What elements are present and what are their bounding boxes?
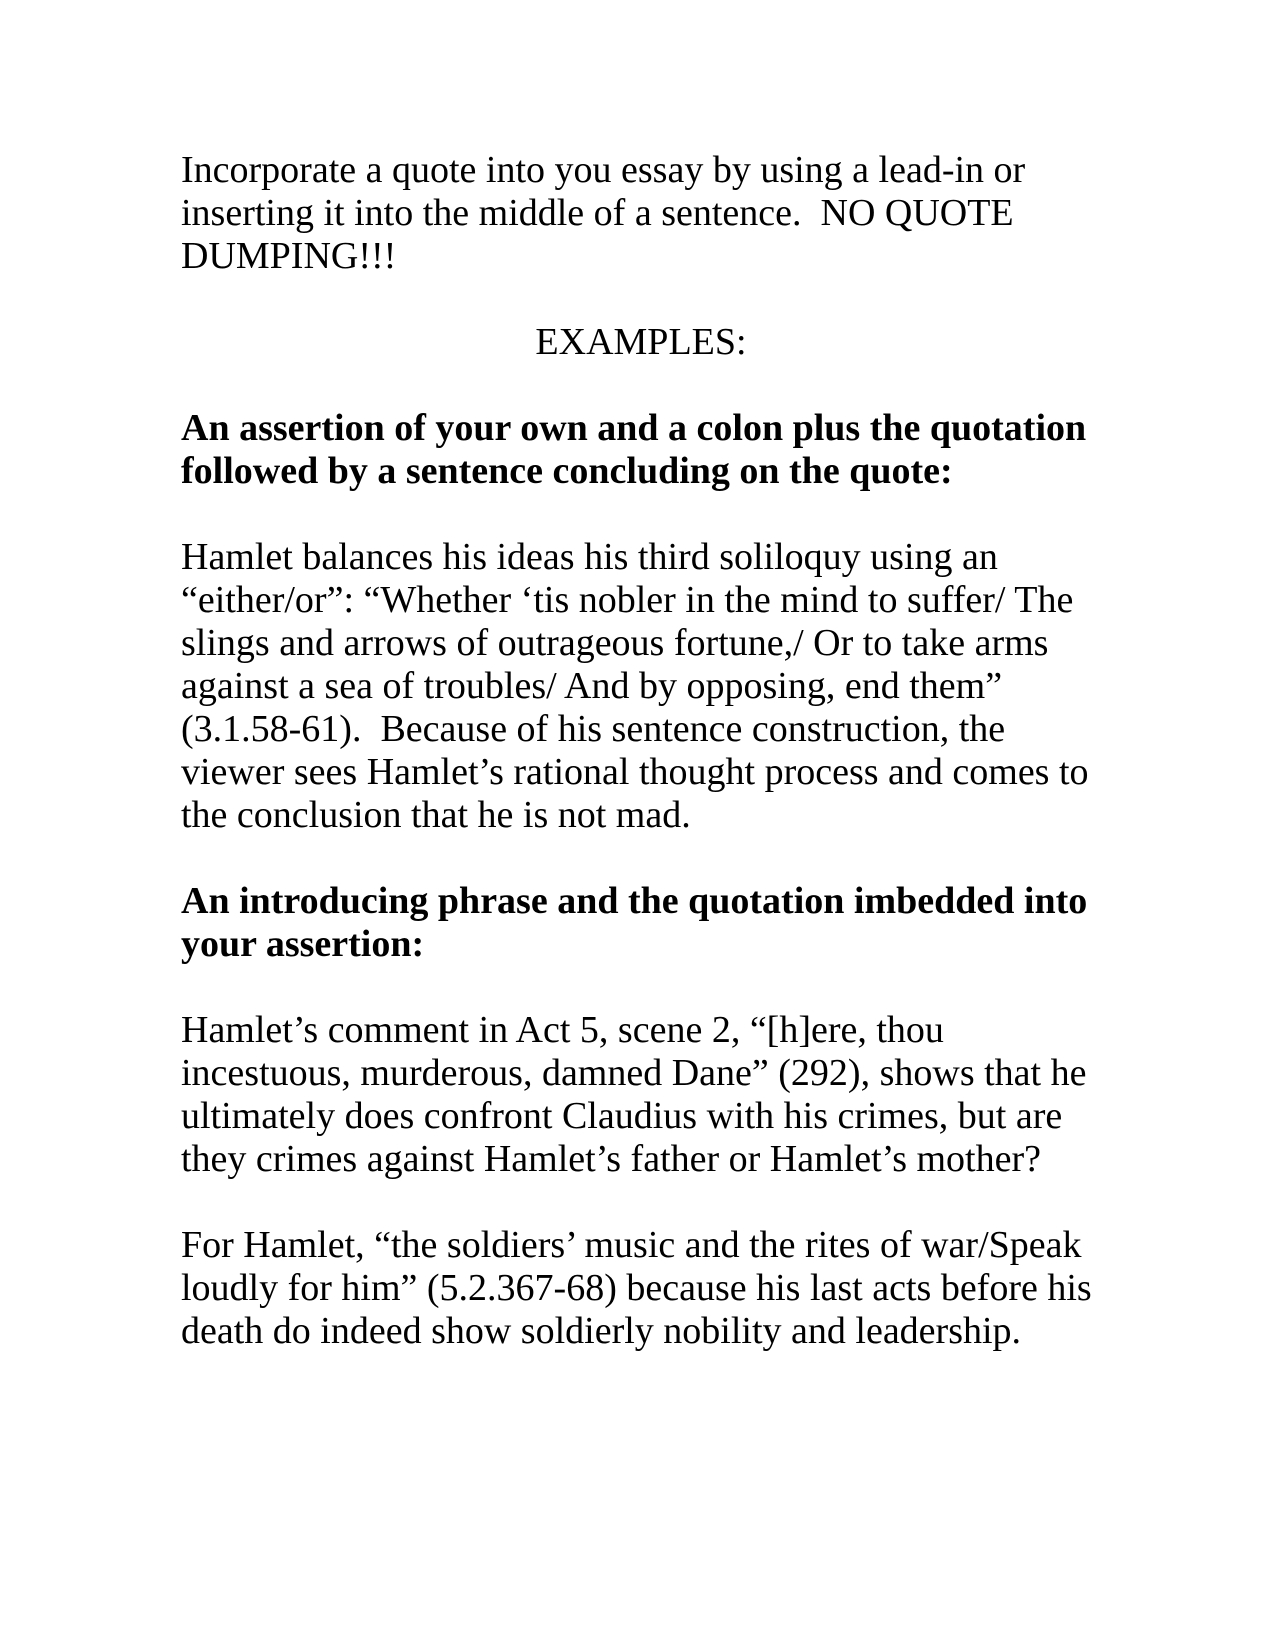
examples-heading: EXAMPLES: [535, 321, 747, 363]
section-1-heading: An assertion of your own and a colon plus the quotation followed by a sentence concluding on the quote: [181, 407, 1096, 492]
intro-paragraph: Incorporate a quote into you essay by using a lead-in or inserting it into the middle of a sentence. NO QUOTE DUMPING!!! [181, 149, 1035, 277]
section-2-paragraph-1: Hamlet’s comment in Act 5, scene 2, “[h]ere, thou incestuous, murderous, damned Dane” (292), shows that he ultimately does confront Claudius with his crimes, but are they crimes against Hamlet’s father or Hamlet’s mother? [181, 1009, 1096, 1180]
section-2-paragraph-2: For Hamlet, “the soldiers’ music and the rites of war/Speak loudly for him” (5.2.367-68) because his last acts before his death do indeed show soldierly nobility and leadership. [181, 1224, 1102, 1352]
section-1-paragraph-1: Hamlet balances his ideas his third soliloquy using an “either/or”: “Whether ‘tis nobler in the mind to suffer/ The slings and arrows of outrageous fortune,/ Or to take arms against a sea of troubles/ And by opposing, end them” (3.1.58-61). Because of his sentence construction, the viewer sees Hamlet’s rational thought process and comes to the conclusion that he is not mad. [181, 536, 1099, 836]
section-2-heading: An introducing phrase and the quotation imbedded into your assertion: [181, 880, 1097, 965]
